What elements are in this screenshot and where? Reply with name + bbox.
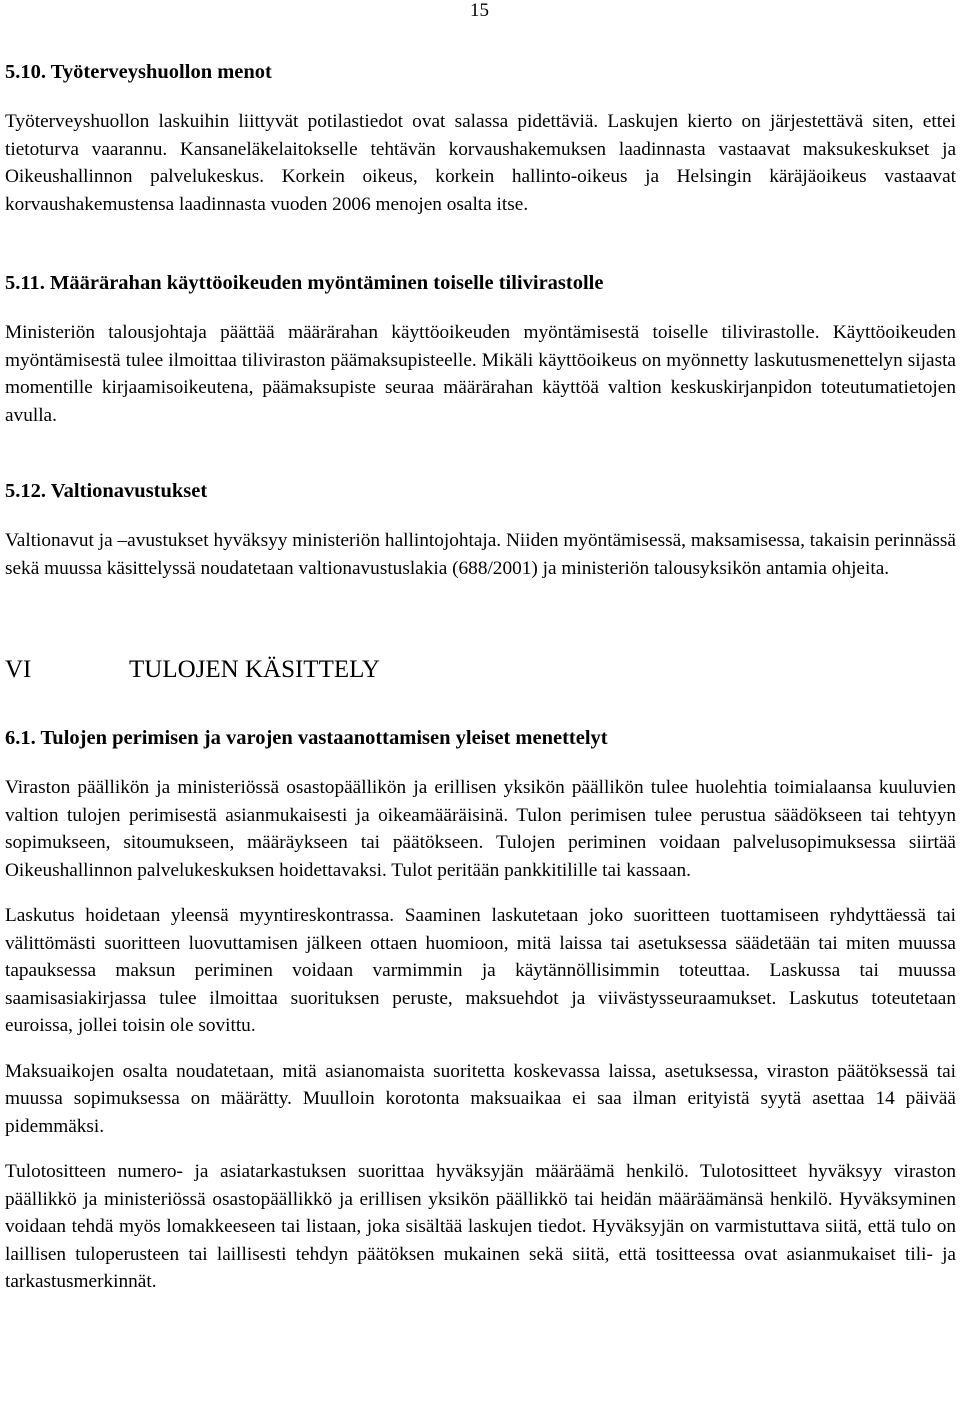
section-heading-6-1: 6.1. Tulojen perimisen ja varojen vastaanottamisen yleiset menettelyt	[5, 727, 608, 749]
section-6-1-paragraph-4: Tulotositteen numero- ja asiatarkastuksen suorittaa hyväksyjän määräämä henkilö. Tulotositteet hyväksyy viraston päällikkö ja ministeriössä osastopäällikkö ja erillisen yksikön päällikkö tai heidän määräämänsä henkilö. Hyväksyminen voidaan tehdä myös lomakkeeseen tai listaan, joka sisältää laskujen tiedot. Hyväksyjän on varmistuttava siitä, että tulo on laillisen tuloperusteen tai laillisesti tehdyn päätöksen mukainen sekä siitä, että tositteessa ovat asianmukaiset tili- ja tarkastusmerkinnät.	[5, 1161, 956, 1292]
section-6-1-paragraph-1: Viraston päällikön ja ministeriössä osastopäällikön ja erillisen yksikön päällikön tulee huolehtia toimialaansa kuuluvien valtion tulojen perimisestä asianmukaisesti ja oikeamääräisinä. Tulon perimisen tulee perustua säädökseen tai tehtyyn sopimukseen, sitoumukseen, määräykseen tai päätökseen. Tulojen periminen voidaan palvelusopimuksessa siirtää Oikeushallinnon palvelukeskuksen hoidettavaksi. Tulot peritään pankkitilille tai kassaan.	[5, 777, 956, 881]
chapter-heading	[5, 654, 956, 686]
section-6-1-paragraph-3: Maksuaikojen osalta noudatetaan, mitä asianomaista suoritetta koskevassa laissa, asetuksessa, viraston päätöksessä tai muussa sopimuksessa on määrätty. Muulloin korotonta maksuaikaa ei saa ilman erityistä syytä asettaa 14 päivää pidemmäksi.	[5, 1060, 956, 1137]
document-body	[5, 58, 956, 1296]
section-5-12-paragraph: Valtionavut ja –avustukset hyväksyy ministeriön hallintojohtaja. Niiden myöntämisessä, maksamisessa, takaisin perinnässä sekä muussa käsittelyssä noudatetaan valtionavustuslakia (688/2001) ja ministeriön talousyksikön antamia ohjeita.	[5, 530, 956, 579]
section-heading-5-12: 5.12. Valtionavustukset	[5, 480, 208, 502]
section-heading-5-10: 5.10. Työterveyshuollon menot	[5, 61, 272, 83]
section-6-1-paragraph-2: Laskutus hoidetaan yleensä myyntireskontrassa. Saaminen laskutetaan joko suoritteen tuottamiseen ryhdyttäessä tai välittömästi suoritteen luovuttamisen jälkeen ottaen huomioon, mitä laissa tai asetuksessa säädetään tai miten muussa tapauksessa maksun periminen voidaan varmimmin ja käytännöllisimmin toteuttaa. Laskussa tai muussa saamisasiakirjassa tulee ilmoittaa suorituksen peruste, maksuehdot ja viivästysseuraamukset. Laskutus toteutetaan euroissa, jollei toisin ole sovittu.	[5, 905, 956, 1036]
section-5-11-paragraph: Ministeriön talousjohtaja päättää määrärahan käyttöoikeuden myöntämisestä toiselle tilivirastolle. Käyttöoikeuden myöntämisestä tulee ilmoittaa tiliviraston päämaksupisteelle. Mikäli käyttöoikeus on myönnetty laskutusmenettelyn sijasta momentille kirjaamisoikeutena, päämaksupiste seuraa määrärahan käyttöä valtion keskuskirjanpidon toteutumatietojen avulla.	[5, 322, 956, 426]
chapter-number: VI	[5, 656, 32, 683]
section-heading-5-11: 5.11. Määrärahan käyttöoikeuden myöntäminen toiselle tilivirastolle	[5, 272, 604, 294]
chapter-title: TULOJEN KÄSITTELY	[129, 656, 380, 683]
section-5-10-paragraph: Työterveyshuollon laskuihin liittyvät potilastiedot ovat salassa pidettäviä. Laskujen kierto on järjestettävä siten, ettei tietoturva vaarannu. Kansaneläkelaitokselle tehtävän korvaushakemuksen laadinnasta vastaavat maksukeskukset ja Oikeushallinnon palvelukeskus. Korkein oikeus, korkein hallinto-oikeus ja Helsingin käräjäoikeus vastaavat korvaushakemustensa laadinnasta vuoden 2006 menojen osalta itse.	[5, 111, 956, 215]
page-number: 15	[470, 0, 489, 21]
